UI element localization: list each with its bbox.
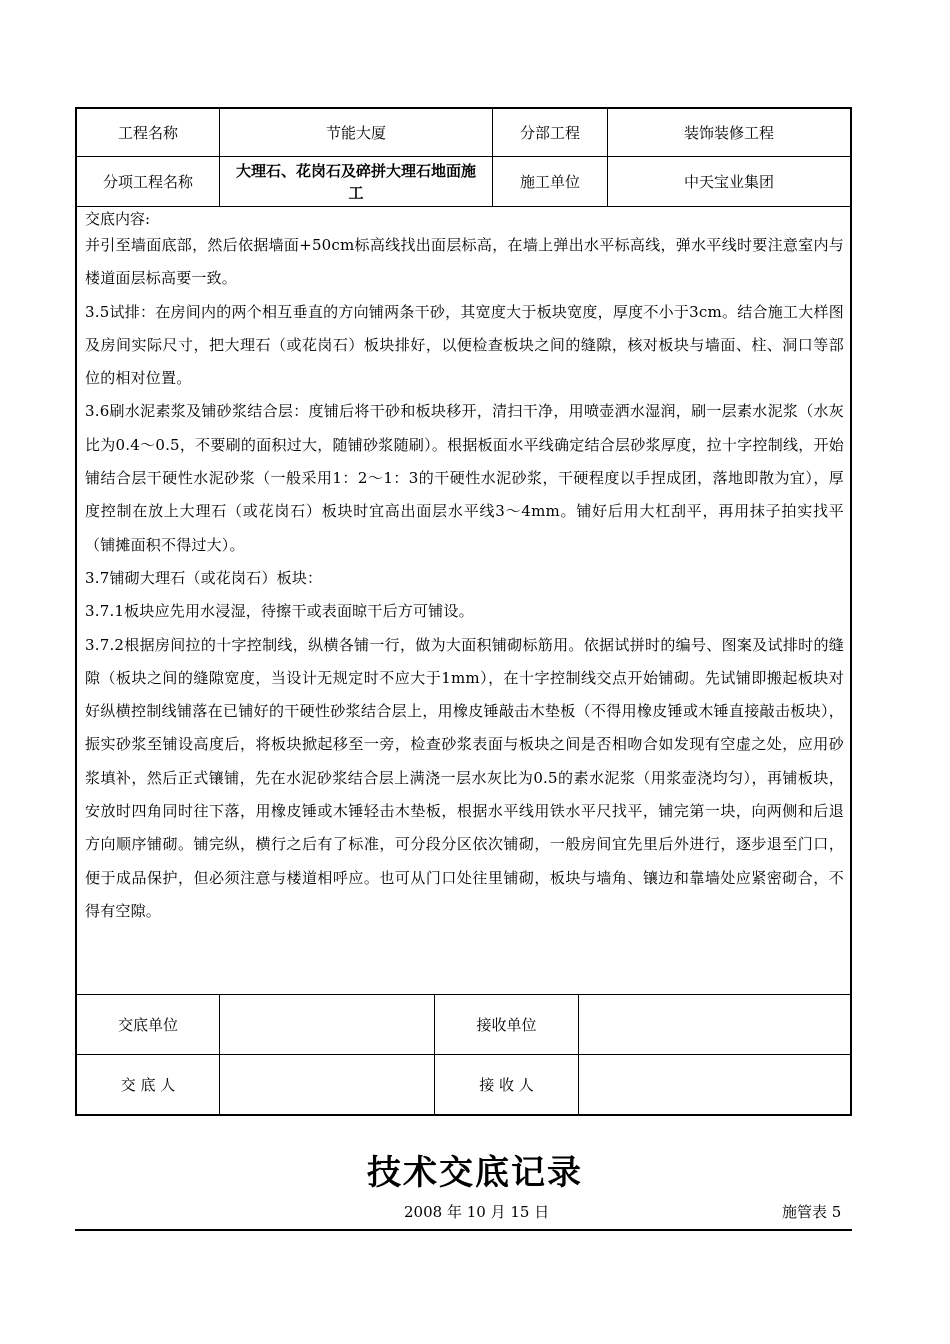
receiving-person-label: 接 收 人 <box>435 1055 579 1114</box>
handover-person-label: 交 底 人 <box>77 1055 220 1114</box>
content-intro-label: 交底内容: <box>85 210 151 228</box>
handover-person-field[interactable] <box>220 1055 435 1114</box>
content-paragraph: 3.7.2根据房间拉的十字控制线，纵横各铺一行，做为大面积铺砌标筋用。依据试拼时的编号、图案及试排时的缝隙（板块之间的缝隙宽度，当设计无规定时不应大于1mm），在十字控制线交点开始铺砌。先试铺即搬起板块对好纵横控制线铺落在已铺好的干硬性砂浆结合层上，用橡皮锤敲击木垫板（不得用橡皮锤或木锤直接敲击板块），振实砂浆至铺设高度后，将板块掀起移至一旁，检查砂浆表面与板块之间是否相吻合如发现有空虚之处，应用砂浆填补，然后正式镶铺，先在水泥砂浆结合层上满浇一层水灰比为0.5的素水泥浆（用浆壶浇均匀），再铺板块，安放时四角同时往下落，用橡皮锤或木锤轻击木垫板，根据水平线用铁水平尺找平，铺完第一块，向两侧和后退方向顺序铺砌。铺完纵，横行之后有了标准，可分段分区依次铺砌，一般房间宜先里后外进行，逐步退至门口，便于成品保护，但必须注意与楼道相呼应。也可从门口处往里铺砌，板块与墙角、镶边和靠墙处应紧密砌合，不得有空隙。 <box>85 635 844 920</box>
document-date: 2008 年 10 月 15 日 <box>404 1203 550 1221</box>
contractor-label: 施工单位 <box>493 157 608 206</box>
handover-unit-field[interactable] <box>220 995 435 1054</box>
receiving-unit-label: 接收单位 <box>435 995 579 1054</box>
handover-unit-label: 交底单位 <box>77 995 220 1054</box>
document-title: 技术交底记录 <box>367 1153 583 1193</box>
subitem-value: 大理石、花岗石及碎拼大理石地面施工 <box>220 157 493 206</box>
receiving-unit-field[interactable] <box>579 995 850 1054</box>
subitem-label: 分项工程名称 <box>77 157 220 206</box>
content-paragraph: 3.5试排：在房间内的两个相互垂直的方向铺两条干砂，其宽度大于板块宽度，厚度不小于3cm。结合施工大样图及房间实际尺寸，把大理石（或花岗石）板块排好，以便检查板块之间的缝隙，核对板块与墙面、柱、洞口等部位的相对位置。 <box>85 302 844 388</box>
division-value: 装饰装修工程 <box>683 123 774 142</box>
project-name-value: 节能大厦 <box>220 109 493 156</box>
handover-content <box>85 209 844 928</box>
content-paragraph: 3.7铺砌大理石（或花岗石）板块： <box>85 568 323 587</box>
header-row-1 <box>77 109 850 157</box>
form-number: 施管表 5 <box>782 1203 842 1221</box>
contractor-value: 中天宝业集团 <box>683 172 774 191</box>
receiving-person-field[interactable] <box>579 1055 850 1114</box>
title-underline <box>75 1229 852 1231</box>
project-name-label: 工程名称 <box>77 109 220 156</box>
division-label: 分部工程 <box>493 109 608 156</box>
footer-row-person <box>77 1055 850 1114</box>
header-row-2 <box>77 157 850 207</box>
footer-row-unit <box>77 994 850 1055</box>
record-table <box>75 107 852 1116</box>
content-paragraph: 3.6刷水泥素浆及铺砂浆结合层：度铺后将干砂和板块移开，清扫干净，用喷壶洒水湿润，刷一层素水泥浆（水灰比为0.4～0.5，不要刷的面积过大，随铺砂浆随刷）。根据板面水平线确定结合层砂浆厚度，拉十字控制线，开始铺结合层干硬性水泥砂浆（一般采用1：2～1：3的干硬性水泥砂浆，干硬程度以手捏成团，落地即散为宜），厚度控制在放上大理石（或花岗石）板块时宜高出面层水平线3～4mm。铺好后用大杠刮平，再用抹子拍实找平（铺摊面积不得过大）。 <box>85 402 844 554</box>
content-paragraph: 3.7.1板块应先用水浸湿，待擦干或表面晾干后方可铺设。 <box>85 602 474 621</box>
content-paragraph: 并引至墙面底部，然后依据墙面+50cm标高线找出面层标高，在墙上弹出水平标高线，弹水平线时要注意室内与楼道面层标高要一致。 <box>85 236 844 288</box>
